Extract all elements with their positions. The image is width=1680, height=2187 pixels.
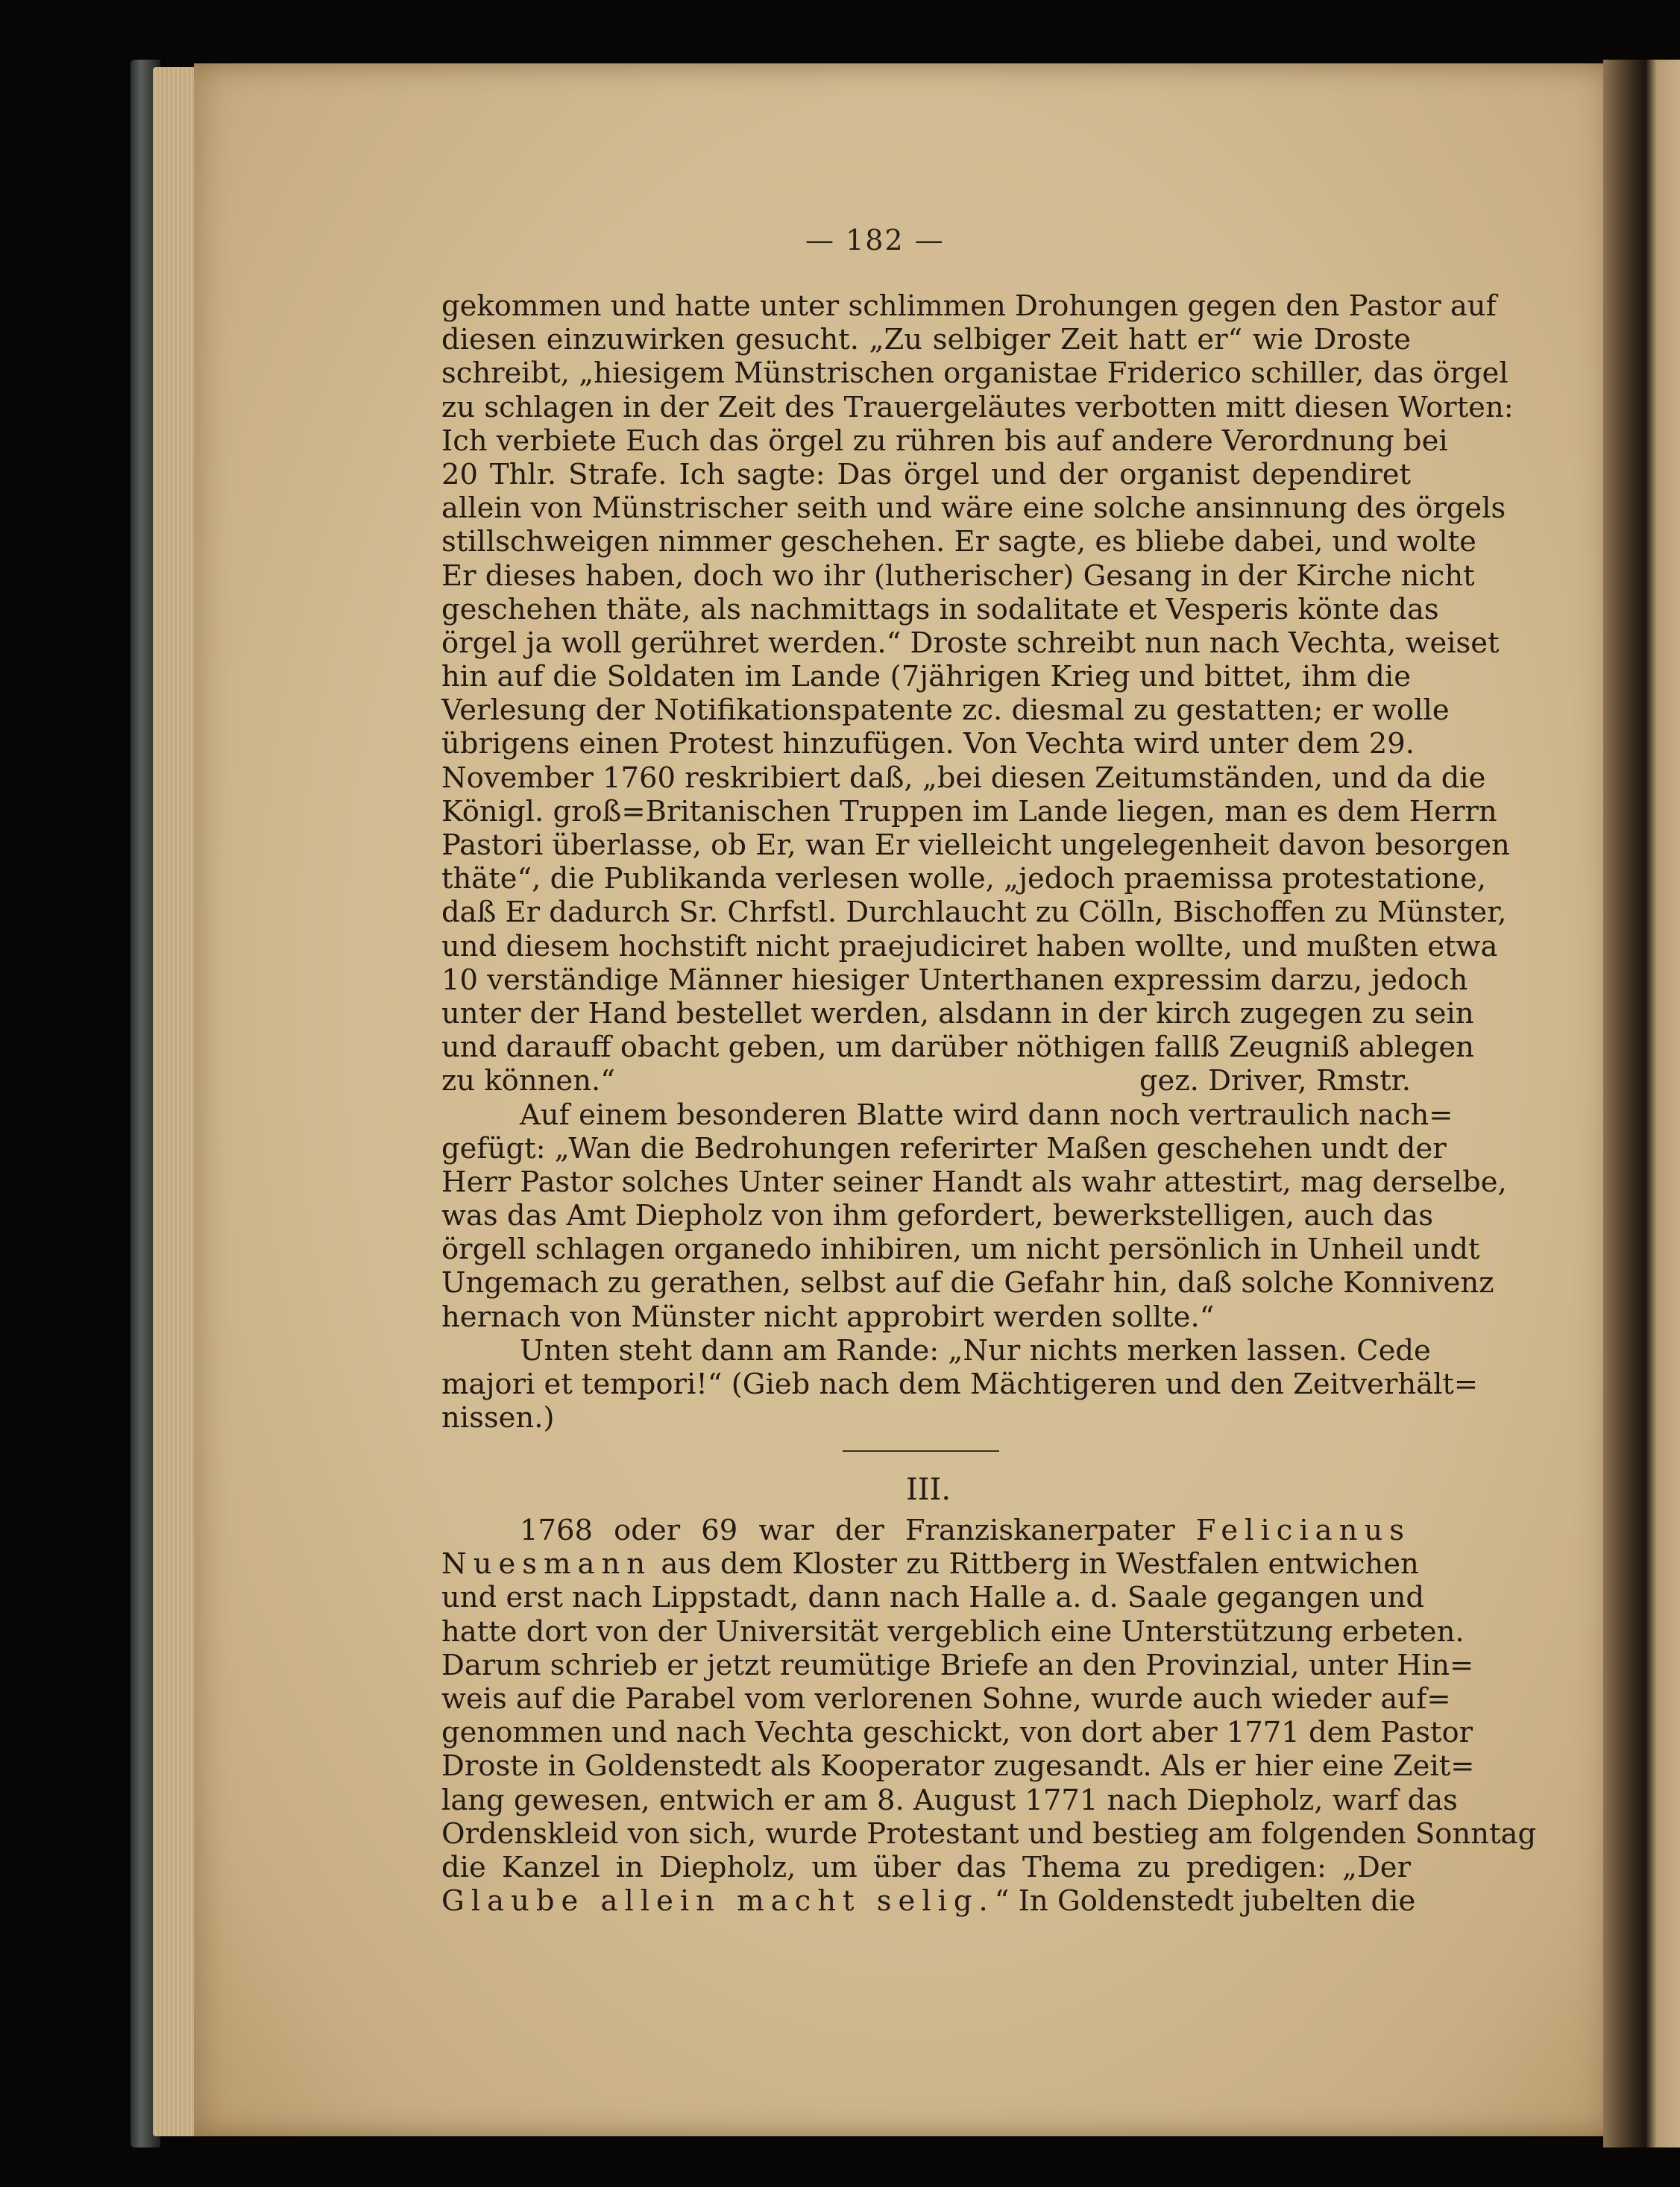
text-line: diesen einzuwirken gesucht. „Zu selbiger Zeit hatt er“ wie Droste: [441, 323, 1411, 357]
signature-line-left: zu können.“: [441, 1064, 615, 1098]
text-line: Er dieses haben, doch wo ihr (lutherischer) Gesang in der Kirche nicht: [441, 558, 1475, 593]
signature-line: [441, 1064, 1411, 1098]
text-line: Ungemach zu gerathen, selbst auf die Gefahr hin, daß solche Konnivenz: [441, 1266, 1494, 1300]
text-line: allein von Münstrischer seith und wäre eine solche ansinnung des örgels: [441, 491, 1506, 526]
text-line: lang gewesen, entwich er am 8. August 1771 nach Diepholz, warf das: [441, 1783, 1458, 1817]
text-line: nissen.): [441, 1401, 555, 1435]
text-line: und diesem hochstift nicht praejudiciret haben wollte, und mußten etwa: [441, 929, 1498, 963]
text-line: November 1760 reskribiert daß, „bei diesen Zeitumständen, und da die: [441, 761, 1486, 795]
text-line: Ich verbiete Euch das örgel zu rühren bis auf andere Verordnung bei: [441, 424, 1448, 458]
text-line: Verlesung der Notifikationspatente zc. diesmal zu gestatten; er wolle: [441, 693, 1450, 728]
section-heading: III.: [905, 1473, 951, 1507]
text-line: die Kanzel in Diepholz, um über das Thema zu predigen: „Der: [441, 1850, 1411, 1884]
section-divider: [843, 1450, 999, 1452]
text-line: und erst nach Lippstadt, dann nach Halle a. d. Saale gegangen und: [441, 1581, 1425, 1615]
text-line: Auf einem besonderen Blatte wird dann noch vertraulich nach=: [520, 1098, 1453, 1132]
text-line: Herr Pastor solches Unter seiner Handt als wahr attestirt, mag derselbe,: [441, 1165, 1507, 1199]
text-line: hatte dort von der Universität vergeblich eine Unterstützung erbeten.: [441, 1614, 1465, 1649]
text-run: 1768 oder 69 war der Franziskanerpater: [520, 1514, 1175, 1547]
text-line: örgell schlagen organedo inhibiren, um nicht persönlich in Unheil undt: [441, 1233, 1480, 1267]
spaced-name: Nuesmann: [441, 1547, 652, 1582]
spaced-name: Felicianus: [1195, 1514, 1411, 1547]
text-line: [441, 1547, 1419, 1582]
text-line: stillschweigen nimmer geschehen. Er sagte, es bliebe dabei, und wolte: [441, 525, 1476, 559]
text-line: 20 Thlr. Strafe. Ich sagte: Das örgel und der organist dependiret: [441, 457, 1411, 491]
text-line: [441, 1514, 1411, 1547]
text-line: Pastori überlasse, ob Er, wan Er vielleicht ungelegenheit davon besorgen: [441, 828, 1510, 862]
body-text-top: [441, 289, 1514, 1435]
text-line: thäte“, die Publikanda verlesen wolle, „jedoch praemissa protestatione,: [441, 862, 1486, 896]
text-line: genommen und nach Vechta geschickt, von dort aber 1771 dem Pastor: [441, 1716, 1473, 1750]
text-line: Unten steht dann am Rande: „Nur nichts merken lassen. Cede: [520, 1333, 1431, 1368]
text-line: was das Amt Diepholz von ihm gefordert, bewerkstelligen, auch das: [441, 1199, 1434, 1233]
text-line: Ordenskleid von sich, wurde Protestant und bestieg am folgenden Sonntag: [441, 1816, 1537, 1851]
text-line: daß Er dadurch Sr. Chrfstl. Durchlaucht zu Cölln, Bischoffen zu Münster,: [441, 896, 1507, 930]
text-line: gekommen und hatte unter schlimmen Drohungen gegen den Pastor auf: [441, 289, 1497, 323]
text-line: und darauff obacht geben, um darüber nöthigen fallß Zeugniß ablegen: [441, 1030, 1474, 1065]
text-line: unter der Hand bestellet werden, alsdann in der kirch zugegen zu sein: [441, 996, 1474, 1030]
text-line: hin auf die Soldaten im Lande (7jährigen Krieg und bittet, ihm die: [441, 660, 1411, 694]
text-line: 10 verständige Männer hiesiger Unterthanen expressim darzu, jedoch: [441, 963, 1468, 997]
text-line: [441, 1884, 1416, 1919]
text-run: aus dem Kloster zu Rittberg in Westfalen entwichen: [652, 1547, 1419, 1582]
text-line: übrigens einen Protest hinzufügen. Von Vechta wird unter dem 29.: [441, 727, 1415, 761]
text-line: zu schlagen in der Zeit des Trauergeläutes verbotten mitt diesen Worten:: [441, 390, 1514, 424]
text-line: weis auf die Parabel vom verlorenen Sohne, wurde auch wieder auf=: [441, 1681, 1451, 1716]
page-number: — 182 —: [805, 224, 945, 257]
text-line: geschehen thäte, als nachmittags in sodalitate et Vesperis könte das: [441, 592, 1439, 626]
text-line: majori et tempori!“ (Gieb nach dem Mächtigeren und den Zeitverhält=: [441, 1368, 1479, 1401]
spaced-phrase: Glaube allein macht selig.: [441, 1884, 995, 1919]
text-line: schreibt, „hiesigem Münstrischen organistae Friderico schiller, das örgel: [441, 356, 1508, 391]
book-gutter: [1603, 60, 1680, 2147]
text-run: “ In Goldenstedt jubelten die: [994, 1884, 1416, 1919]
text-line: gefügt: „Wan die Bedrohungen referirter Maßen geschehen undt der: [441, 1131, 1447, 1165]
text-line: Darum schrieb er jetzt reumütige Briefe an den Provinzial, unter Hin=: [441, 1648, 1474, 1682]
body-text-section-3: [441, 1514, 1537, 1919]
signature: gez. Driver, Rmstr.: [1139, 1064, 1411, 1098]
text-line: Königl. groß=Britanischen Truppen im Lande liegen, man es dem Herrn: [441, 794, 1497, 828]
text-line: hernach von Münster nicht approbirt werden sollte.“: [441, 1300, 1215, 1334]
text-line: Droste in Goldenstedt als Kooperator zugesandt. Als er hier eine Zeit=: [441, 1749, 1475, 1784]
text-line: örgel ja woll gerühret werden.“ Droste schreibt nun nach Vechta, weiset: [441, 626, 1500, 660]
